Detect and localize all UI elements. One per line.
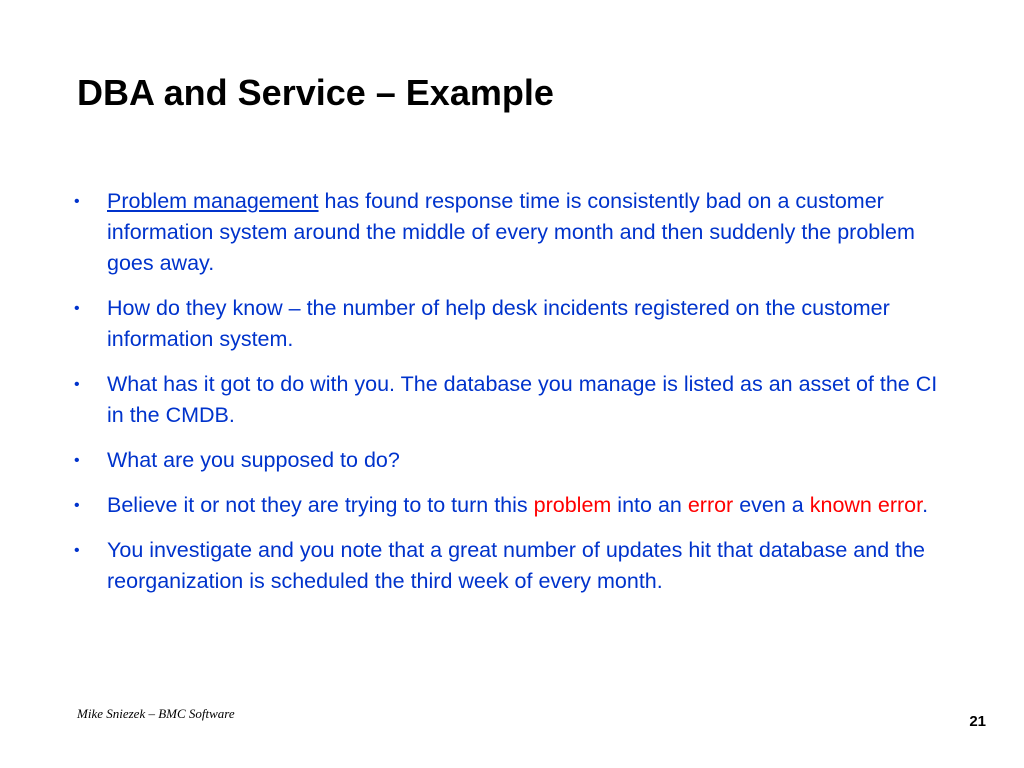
bullet-text: even a — [733, 493, 810, 517]
bullet-icon: • — [74, 193, 80, 210]
page-number: 21 — [969, 713, 986, 730]
slide-title: DBA and Service – Example — [77, 72, 554, 113]
bullet-text: How do they know – the number of help desk incidents registered on the customer information system. — [107, 296, 890, 351]
bullet-text: Believe it or not they are trying to to turn this — [107, 493, 534, 517]
bullet-text: . — [922, 493, 929, 517]
footer-author: Mike Sniezek – BMC Software — [77, 706, 235, 721]
bullet-item — [74, 445, 954, 476]
bullet-icon: • — [74, 542, 80, 559]
bullet-icon: • — [74, 497, 80, 514]
bullet-icon: • — [74, 300, 80, 317]
bullet-text: has found response time is consistently bad on a customer information system around the middle of every month and then suddenly the problem goes away. — [107, 189, 915, 275]
highlight-problem: problem — [533, 493, 612, 517]
bullet-text: What has it got to do with you. The database you manage is listed as an asset of the CI in the CMDB. — [107, 372, 938, 427]
bullet-item — [74, 369, 954, 431]
highlight-error: error — [687, 493, 734, 517]
bullet-list — [74, 186, 954, 611]
bullet-text: What are you supposed to do? — [107, 448, 400, 472]
bullet-item — [74, 186, 954, 279]
bullet-item — [74, 535, 954, 597]
bullet-icon: • — [74, 452, 80, 469]
problem-management-link[interactable]: Problem management — [107, 189, 319, 213]
bullet-item — [74, 293, 954, 355]
bullet-text: You investigate and you note that a great number of updates hit that database and the reorganization is scheduled the third week of every month. — [107, 538, 926, 593]
bullet-item — [74, 490, 954, 521]
bullet-icon: • — [74, 376, 80, 393]
bullet-text: into an — [611, 493, 688, 517]
highlight-known-error: known error — [809, 493, 923, 517]
